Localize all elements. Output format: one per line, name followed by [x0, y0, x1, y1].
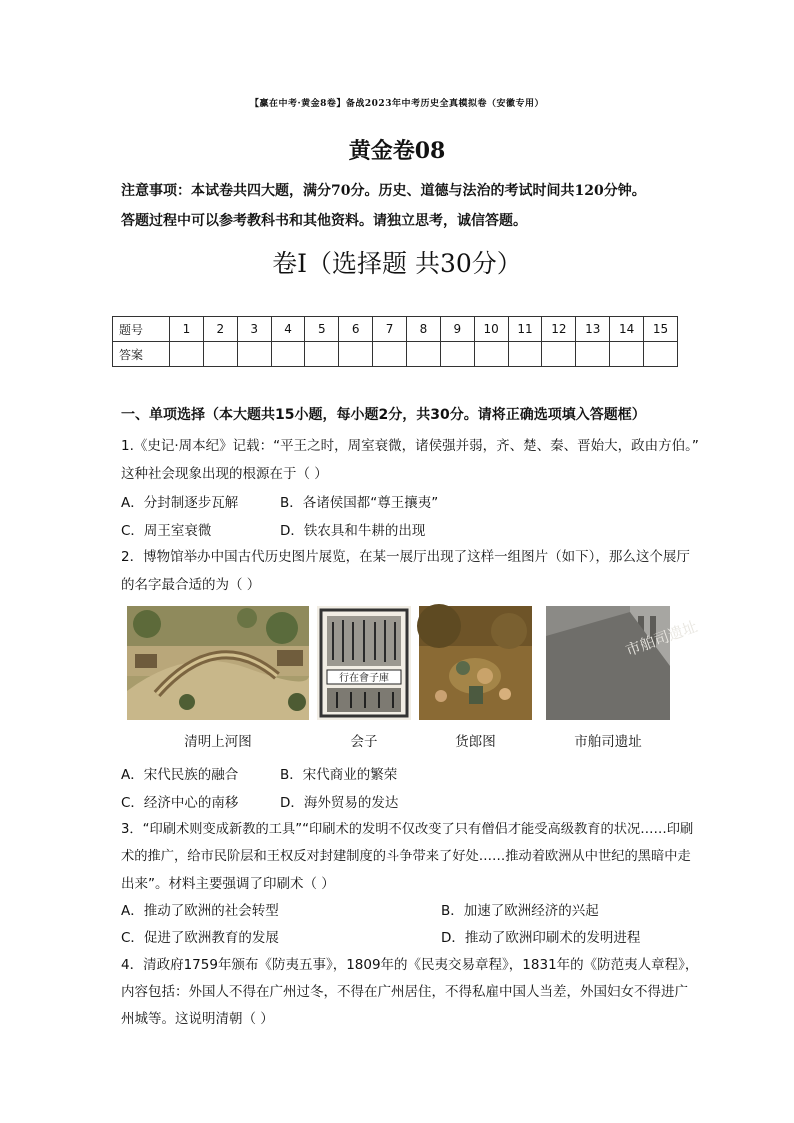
answer-cell[interactable]: [576, 342, 610, 367]
question-number-cell: 3: [237, 317, 271, 342]
table-row-label: 答案: [113, 342, 170, 367]
answer-cell[interactable]: [339, 342, 373, 367]
answer-cell[interactable]: [305, 342, 339, 367]
question-3-line-1: 3．“印刷术则变成新教的工具”“印刷术的发明不仅改变了只有僧侣才能受高级教育的状况……印刷: [121, 822, 694, 837]
answer-cell[interactable]: [610, 342, 644, 367]
question-4-line-3: 州城等。这说明清朝（ ）: [121, 1011, 274, 1027]
question-number-cell: 13: [576, 317, 610, 342]
question-2-line-1: 2．博物馆举办中国古代历史图片展览，在某一展厅出现了这样一组图片（如下），那么这个展厅: [121, 549, 690, 565]
question-number-cell: 9: [440, 317, 474, 342]
answer-table-number-row: [113, 317, 678, 342]
answer-cell[interactable]: [170, 342, 204, 367]
question-number-cell: 11: [508, 317, 542, 342]
answer-table: [112, 316, 678, 367]
question-number-cell: 4: [271, 317, 305, 342]
answer-cell[interactable]: [373, 342, 407, 367]
notice-line-1: 注意事项：本试卷共四大题，满分70分。历史、道德与法治的考试时间共120分钟。: [121, 183, 646, 199]
caption-huizi: 会子: [350, 734, 378, 750]
question-2-option-d[interactable]: D．海外贸易的发达: [280, 795, 399, 811]
question-1-option-b[interactable]: B．各诸侯国都“尊王攘夷”: [280, 495, 439, 511]
caption-qingming: 清明上河图: [184, 734, 252, 750]
exam-title: 【赢在中考·黄金8卷】备战2023年中考历史全真模拟卷（安徽专用）: [250, 99, 544, 109]
answer-cell[interactable]: [644, 342, 678, 367]
question-4-line-1: 4．清政府1759年颁布《防夷五事》，1809年的《民夷交易章程》，1831年的《防范夷人章程》，: [121, 957, 699, 973]
question-1-option-a[interactable]: A．分封制逐步瓦解: [121, 495, 239, 511]
answer-cell[interactable]: [271, 342, 305, 367]
question-2-option-b[interactable]: B．宋代商业的繁荣: [280, 767, 398, 783]
question-number-cell: 10: [474, 317, 508, 342]
part-heading: 一、单项选择（本大题共15小题，每小题2分，共30分。请将正确选项填入答题框）: [121, 407, 646, 423]
question-1-line-1: 1.《史记·周本纪》记载：“平王之时，周室衰微，诸侯强并弱，齐、楚、秦、晋始大，政由方伯。”: [121, 438, 699, 454]
question-3-option-b[interactable]: B．加速了欧洲经济的兴起: [441, 903, 599, 919]
question-3-option-d[interactable]: D．推动了欧洲印刷术的发明进程: [441, 930, 641, 946]
caption-peddler: 货郎图: [455, 734, 496, 750]
section-title: 卷Ⅰ（选择题 共30分）: [272, 249, 522, 278]
site-inscription: 市舶司遗址: [623, 617, 700, 660]
huizi-inscription: 行在會子庫: [339, 673, 389, 684]
answer-cell[interactable]: [474, 342, 508, 367]
notice-line-2: 答题过程中可以参考教科书和其他资料。请独立思考，诚信答题。: [121, 213, 527, 229]
question-number-cell: 6: [339, 317, 373, 342]
shibosi-site-image: [546, 606, 700, 720]
question-3-line-3: 出来”。材料主要强调了印刷术（ ）: [121, 876, 335, 892]
question-1-option-d[interactable]: D．铁农具和牛耕的出现: [280, 523, 426, 539]
question-number-cell: 7: [373, 317, 407, 342]
question-1-option-c[interactable]: C．周王室衰微: [121, 523, 212, 539]
question-2-line-2: 的名字最合适的为（ ）: [121, 577, 261, 593]
answer-cell[interactable]: [203, 342, 237, 367]
question-number-cell: 8: [407, 317, 441, 342]
answer-cell[interactable]: [237, 342, 271, 367]
question-number-cell: 5: [305, 317, 339, 342]
question-3-option-c[interactable]: C．促进了欧洲教育的发展: [121, 930, 279, 946]
question-number-cell: 1: [170, 317, 204, 342]
question-number-cell: 14: [610, 317, 644, 342]
answer-cell[interactable]: [508, 342, 542, 367]
table-row-label: 题号: [113, 317, 170, 342]
exam-subtitle: 黄金卷08: [348, 138, 446, 164]
question-3-option-a[interactable]: A．推动了欧洲的社会转型: [121, 903, 279, 919]
question-number-cell: 12: [542, 317, 576, 342]
question-4-line-2: 内容包括：外国人不得在广州过冬，不得在广州居住，不得私雇中国人当差，外国妇女不得进广: [121, 984, 688, 1000]
question-number-cell: 15: [644, 317, 678, 342]
caption-shibosi: 市舶司遗址: [574, 734, 642, 750]
answer-cell[interactable]: [542, 342, 576, 367]
huizi-banknote-image: [317, 606, 411, 720]
answer-cell[interactable]: [440, 342, 474, 367]
question-3-line-2: 术的推广，给市民阶层和王权反对封建制度的斗争带来了好处……推动着欧洲从中世纪的黑暗中走: [121, 849, 691, 864]
peddler-painting-image: [419, 606, 532, 720]
answer-table-answer-row: [113, 342, 678, 367]
qingming-painting-image: [127, 606, 309, 720]
answer-cell[interactable]: [407, 342, 441, 367]
question-2-option-c[interactable]: C．经济中心的南移: [121, 795, 239, 811]
question-number-cell: 2: [203, 317, 237, 342]
question-1-line-2: 这种社会现象出现的根源在于（ ）: [121, 466, 328, 482]
question-2-option-a[interactable]: A．宋代民族的融合: [121, 767, 239, 783]
